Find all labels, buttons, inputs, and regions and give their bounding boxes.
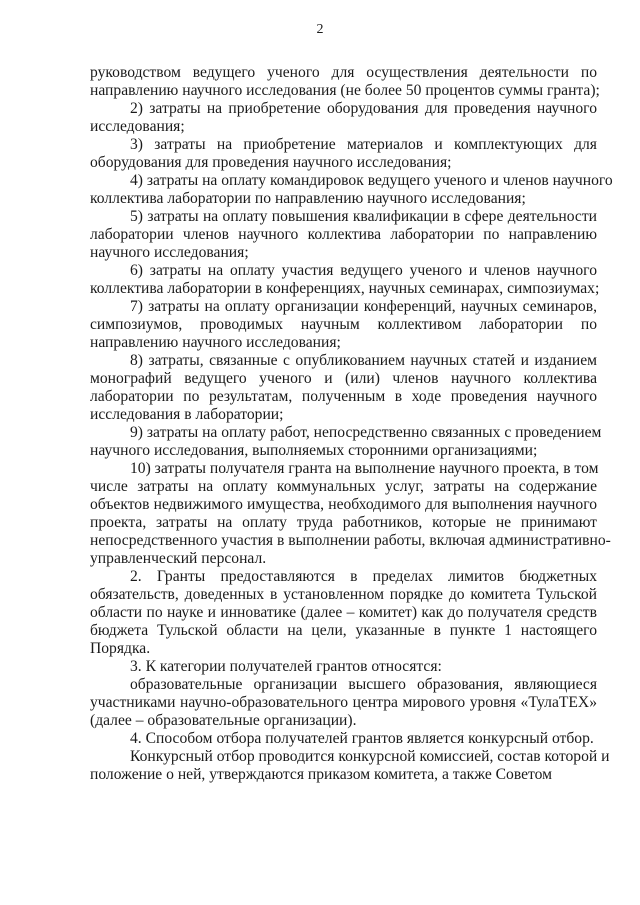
paragraph: [90, 748, 610, 784]
paragraph: [90, 730, 597, 748]
text-line: 5) затраты на оплату повышения квалификации в сфере деятельности: [130, 208, 597, 225]
paragraph: [90, 172, 613, 208]
text-line: 6) затраты на оплату участия ведущего ученого и членов научного: [130, 262, 597, 279]
text-line: числе затраты на оплату коммунальных услуг, затраты на содержание: [90, 478, 597, 495]
text-line: 3) затраты на приобретение материалов и комплектующих для: [130, 136, 597, 153]
text-line: 10) затраты получателя гранта на выполнение научного проекта, в том: [130, 460, 599, 477]
text-line: 9) затраты на оплату работ, непосредственно связанных с проведением: [130, 424, 602, 441]
text-line: участниками научно-образовательного центра мирового уровня «ТулаТЕХ»: [90, 694, 597, 711]
text-line: 7) затраты на оплату организации конференций, научных семинаров,: [130, 298, 597, 315]
paragraph: [90, 568, 597, 658]
paragraph: [90, 136, 597, 172]
paragraph: [90, 460, 611, 568]
text-line: 2. Гранты предоставляются в пределах лимитов бюджетных: [130, 568, 597, 585]
text-line: управленческий персонал.: [90, 550, 267, 567]
text-line: положение о ней, утверждаются приказом комитета, а также Советом: [90, 766, 553, 783]
paragraph: [90, 262, 600, 298]
text-line: 8) затраты, связанные с опубликованием научных статей и изданием: [130, 352, 597, 369]
text-line: (далее – образовательные организации).: [90, 712, 357, 729]
text-line: бюджета Тульской области на цели, указанные в пункте 1 настоящего: [90, 622, 597, 639]
text-line: научного исследования;: [90, 244, 249, 261]
text-line: оборудования для проведения научного исследования;: [90, 154, 452, 171]
text-line: исследования;: [90, 118, 185, 135]
text-line: направлению научного исследования;: [90, 334, 341, 351]
text-line: направлению научного исследования (не более 50 процентов суммы гранта);: [90, 82, 600, 99]
paragraph: [90, 64, 600, 100]
text-line: Порядка.: [90, 640, 151, 657]
text-line: 4. Способом отбора получателей грантов является конкурсный отбор.: [130, 730, 594, 747]
paragraph: [90, 298, 597, 352]
paragraph: [90, 424, 602, 460]
text-line: лаборатории по результатам, полученным в ходе проведения научного: [90, 388, 597, 405]
paragraph: [90, 100, 597, 136]
text-line: исследования в лаборатории;: [90, 406, 284, 423]
text-line: обязательств, доведенных в установленном порядке до комитета Тульской: [90, 586, 597, 603]
text-line: научного исследования, выполняемых сторонними организациями;: [90, 442, 538, 459]
paragraph: [90, 658, 597, 676]
document-body: [90, 64, 613, 784]
text-line: 2) затраты на приобретение оборудования для проведения научного: [130, 100, 597, 117]
text-line: проекта, затраты на оплату труда работников, которые не принимают: [90, 514, 597, 531]
text-line: монографий ведущего ученого и (или) членов научного коллектива: [90, 370, 597, 387]
text-line: области по науке и инноватике (далее – комитет) как до получателя средств: [90, 604, 597, 621]
paragraph: [90, 676, 597, 730]
text-line: руководством ведущего ученого для осуществления деятельности по: [90, 64, 597, 81]
paragraph: [90, 352, 597, 424]
text-line: Конкурсный отбор проводится конкурсной комиссией, состав которой и: [130, 748, 610, 765]
text-line: лаборатории членов научного коллектива лаборатории по направлению: [90, 226, 597, 243]
text-line: образовательные организации высшего образования, являющиеся: [130, 676, 597, 693]
text-line: коллектива лаборатории в конференциях, научных семинарах, симпозиумах;: [90, 280, 600, 297]
text-line: 3. К категории получателей грантов относятся:: [130, 658, 442, 675]
page-number: 2: [316, 22, 324, 37]
text-line: 4) затраты на оплату командировок ведущего ученого и членов научного: [130, 172, 613, 189]
text-line: объектов недвижимого имущества, необходимого для выполнения научного: [90, 496, 597, 513]
text-line: коллектива лаборатории по направлению научного исследования;: [90, 190, 526, 207]
text-line: симпозиумов, проводимых научным коллективом лаборатории по: [90, 316, 597, 333]
paragraph: [90, 208, 597, 262]
text-line: непосредственного участия в выполнении работы, включая административно-: [90, 532, 611, 549]
